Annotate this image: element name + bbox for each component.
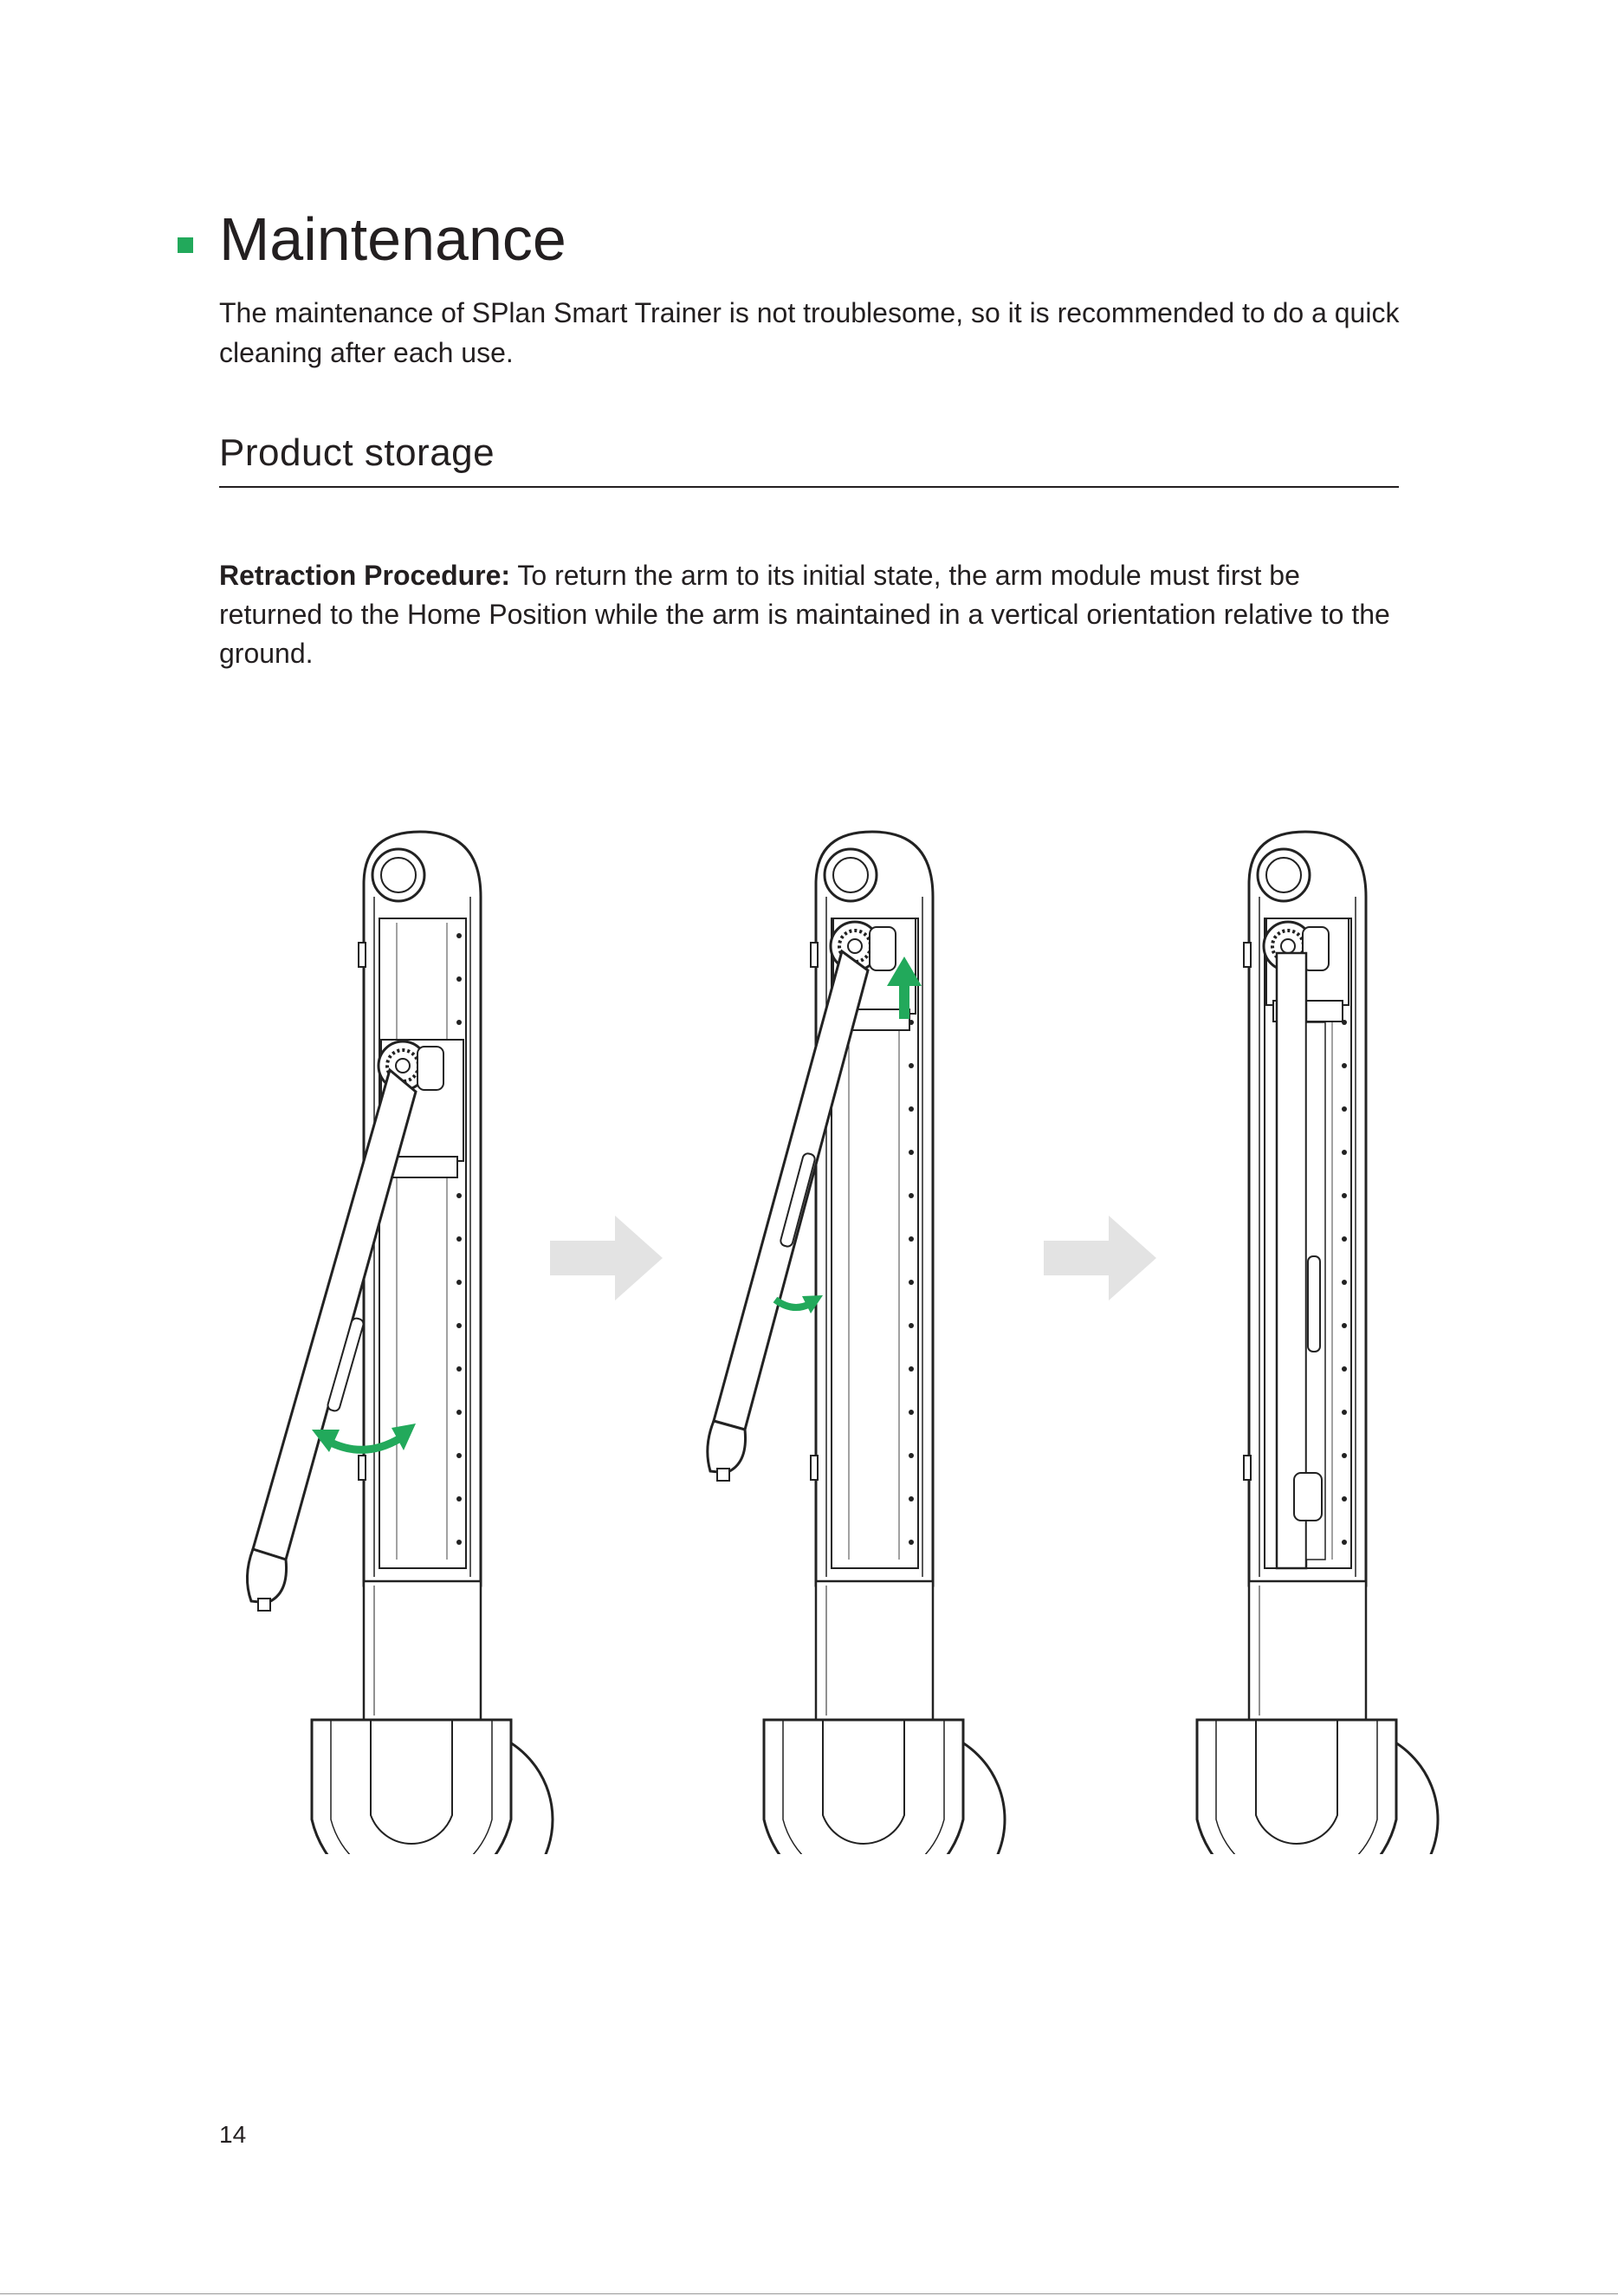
title-marker-icon — [178, 237, 193, 253]
page-title: Maintenance — [219, 205, 566, 273]
step-3-illustration — [1197, 832, 1438, 1854]
step-2-illustration — [708, 832, 1005, 1854]
section-heading: Product storage — [219, 431, 495, 474]
next-step-arrow-icon-2 — [1044, 1216, 1156, 1300]
page-number: 14 — [219, 2121, 247, 2148]
next-step-arrow-icon — [550, 1216, 663, 1300]
section-divider — [219, 486, 1399, 488]
procedure-paragraph — [219, 556, 1406, 673]
page-edge-line — [0, 2293, 1618, 2294]
procedure-label: Retraction Procedure: — [219, 560, 511, 591]
intro-paragraph: The maintenance of SPlan Smart Trainer is not troublesome, so it is recommended to do a quick cleaning after each use. — [219, 297, 1400, 368]
retraction-figure — [0, 780, 1618, 1854]
up-arrow-shaft — [899, 984, 909, 1019]
step-1-illustration — [247, 832, 553, 1854]
procedure-text: To return the arm to its initial state, the arm module must first be returned to the Home Position while the arm is maintained in a vertical orientation relative to the ground. — [219, 560, 1390, 669]
